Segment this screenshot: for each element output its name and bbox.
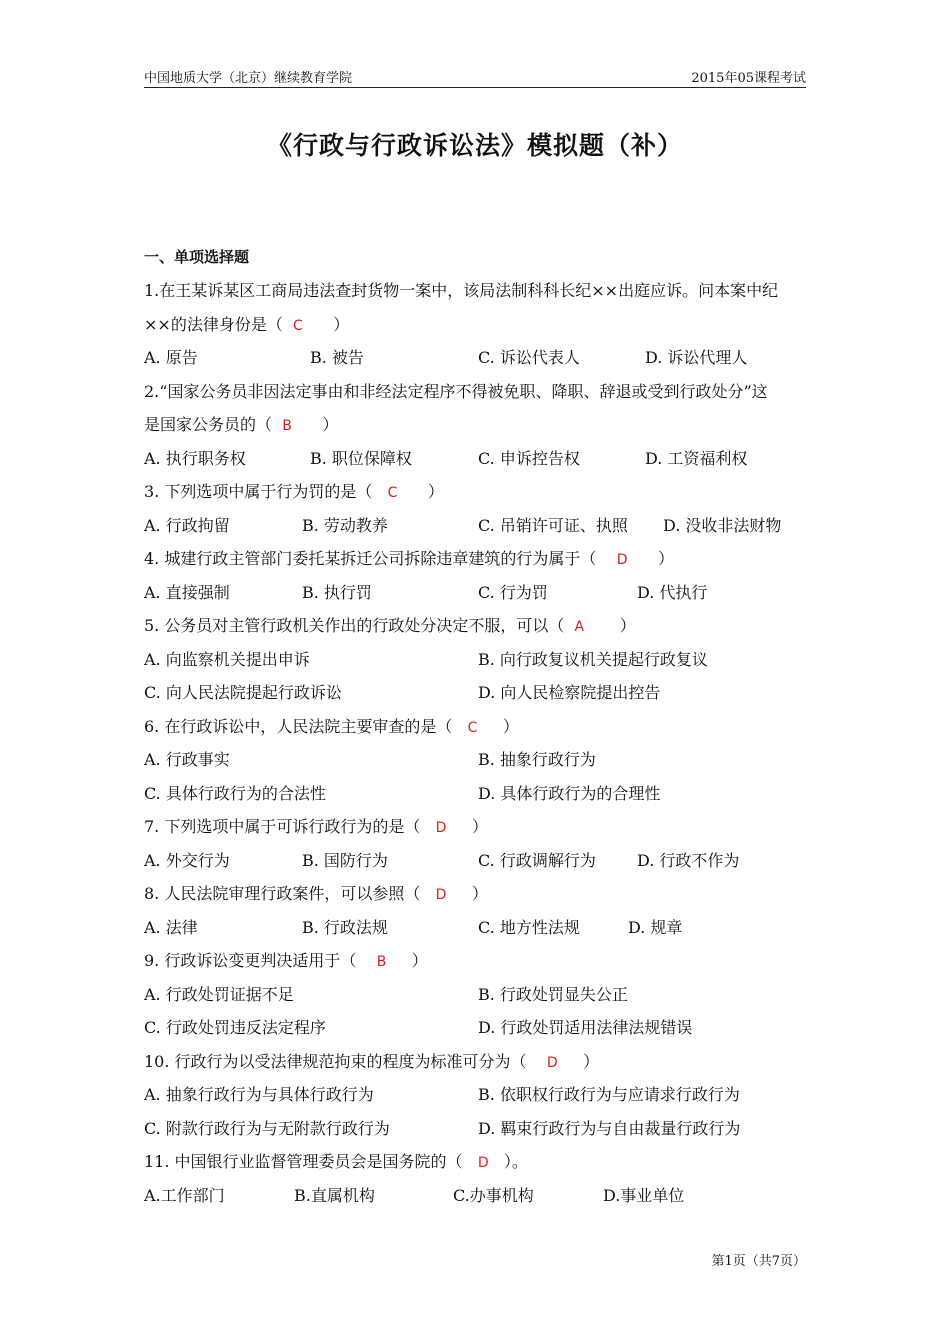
- option-b: B. 抽象行政行为: [478, 750, 596, 769]
- option-d: D. 羁束行政行为与自由裁量行政行为: [478, 1118, 741, 1138]
- question-1-stem-line-1: 1.在王某诉某区工商局违法查封货物一案中，该局法制科科长纪××出庭应诉。问本案中纪: [144, 281, 779, 300]
- answer-11: D: [477, 1155, 489, 1171]
- answer-6: C: [467, 719, 478, 736]
- option-c: C. 行为罚: [478, 582, 548, 602]
- option-b: B. 职位保障权: [310, 448, 412, 468]
- option-a: A. 行政处罚证据不足: [144, 984, 294, 1004]
- question-1-stem-line-2: ××的法律身份是（ C ）: [144, 314, 350, 334]
- option-c: C. 具体行政行为的合法性: [144, 783, 326, 803]
- question-10-options-row-1: [144, 1085, 812, 1119]
- question-10-options-row-2: [144, 1119, 812, 1153]
- answer-3: C: [387, 485, 398, 501]
- option-a: A. 行政拘留: [144, 515, 230, 535]
- option-b: B. 执行罚: [302, 582, 372, 602]
- question-6-options-row-2: [144, 784, 812, 818]
- option-b: B. 国防行为: [302, 850, 388, 870]
- option-d: D. 没收非法财物: [663, 515, 782, 535]
- question-4-options: [144, 583, 812, 617]
- page-number: 第1页（共7页）: [711, 1254, 806, 1269]
- option-a: A. 行政事实: [144, 750, 230, 769]
- question-4-stem: 4. 城建行政主管部门委托某拆迁公司拆除违章建筑的行为属于（ D ）: [144, 549, 675, 568]
- option-b: B.直属机构: [294, 1185, 375, 1205]
- question-6-stem: 6. 在行政诉讼中，人民法院主要审查的是（ C ）: [144, 716, 519, 736]
- option-b: B. 依职权行政行为与应请求行政行为: [478, 1085, 740, 1104]
- answer-10: D: [546, 1054, 558, 1071]
- answer-2: B: [282, 418, 292, 434]
- question-8-options: [144, 918, 812, 952]
- section-heading: 一、单项选择题: [144, 248, 250, 266]
- option-a: A. 直接强制: [144, 582, 230, 602]
- question-2-options: [144, 449, 812, 483]
- question-2-stem-line-1: 2.“国家公务员非因法定事由和非经法定程序不得被免职、降职、辞退或受到行政处分”这: [144, 381, 768, 401]
- option-d: D. 工资福利权: [645, 448, 748, 468]
- question-7-stem: 7. 下列选项中属于可诉行政行为的是（ D ）: [144, 817, 488, 836]
- option-d: D. 规章: [628, 917, 683, 937]
- question-2-stem-line-2: 是国家公务员的（ B ）: [144, 415, 339, 434]
- option-a: A. 原告: [144, 348, 198, 367]
- answer-1: C: [293, 317, 303, 334]
- option-c: C. 行政处罚违反法定程序: [144, 1018, 326, 1037]
- question-list: [144, 281, 812, 1219]
- option-c: C. 吊销许可证、执照: [478, 515, 628, 535]
- question-9-stem: 9. 行政诉讼变更判决适用于（ B ）: [144, 951, 428, 970]
- answer-4: D: [616, 552, 628, 568]
- question-7-options: [144, 851, 812, 885]
- answer-9: B: [376, 954, 387, 970]
- option-b: B. 被告: [310, 348, 364, 367]
- question-3-options: [144, 516, 812, 550]
- answer-8: D: [435, 887, 447, 903]
- question-5-options-row-1: [144, 650, 812, 684]
- option-a: A.工作部门: [144, 1185, 225, 1205]
- option-a: A. 法律: [144, 917, 198, 937]
- question-5-stem: 5. 公务员对主管行政机关作出的行政处分决定不服，可以（ A ）: [144, 616, 636, 635]
- option-d: D. 行政不作为: [637, 850, 740, 870]
- option-d: D.事业单位: [603, 1185, 685, 1205]
- option-c: C. 行政调解行为: [478, 850, 596, 870]
- question-11-stem: 11. 中国银行业监督管理委员会是国务院的（ D ）。: [144, 1152, 528, 1171]
- option-b: B. 向行政复议机关提起行政复议: [478, 649, 708, 669]
- option-c: C. 附款行政行为与无附款行政行为: [144, 1118, 390, 1138]
- option-b: B. 行政法规: [302, 917, 388, 937]
- header-exam-term: 2015年05课程考试: [691, 71, 806, 86]
- option-d: D. 向人民检察院提出控告: [478, 683, 661, 702]
- answer-7: D: [435, 820, 447, 836]
- option-a: A. 抽象行政行为与具体行政行为: [144, 1085, 374, 1104]
- option-c: C. 向人民法院提起行政诉讼: [144, 683, 342, 702]
- option-d: D. 行政处罚适用法律法规错误: [478, 1018, 693, 1037]
- option-c: C. 地方性法规: [478, 917, 580, 937]
- question-5-options-row-2: [144, 683, 812, 717]
- option-c: C. 申诉控告权: [478, 448, 580, 468]
- header-institution: 中国地质大学（北京）继续教育学院: [144, 71, 353, 86]
- option-d: D. 具体行政行为的合理性: [478, 783, 661, 803]
- option-b: B. 劳动教养: [302, 515, 388, 535]
- header-divider: [144, 87, 806, 88]
- question-6-options-row-1: [144, 750, 812, 784]
- option-a: A. 外交行为: [144, 850, 230, 870]
- option-c: C. 诉讼代表人: [478, 348, 580, 367]
- question-10-stem: 10. 行政行为以受法律规范拘束的程度为标准可分为（ D ）: [144, 1051, 600, 1071]
- question-9-options-row-1: [144, 985, 812, 1019]
- option-d: D. 诉讼代理人: [645, 348, 748, 367]
- question-1-options: [144, 348, 812, 382]
- option-a: A. 执行职务权: [144, 448, 246, 468]
- option-c: C.办事机构: [453, 1185, 534, 1205]
- answer-5: A: [574, 619, 585, 635]
- question-9-options-row-2: [144, 1018, 812, 1052]
- page-title: 《行政与行政诉讼法》模拟题（补）: [266, 131, 683, 160]
- question-3-stem: 3. 下列选项中属于行为罚的是（ C ）: [144, 482, 444, 501]
- option-d: D. 代执行: [637, 582, 708, 602]
- option-b: B. 行政处罚显失公正: [478, 984, 628, 1004]
- question-8-stem: 8. 人民法院审理行政案件，可以参照（ D ）: [144, 884, 488, 903]
- option-a: A. 向监察机关提出申诉: [144, 649, 310, 669]
- question-11-options: [144, 1186, 812, 1220]
